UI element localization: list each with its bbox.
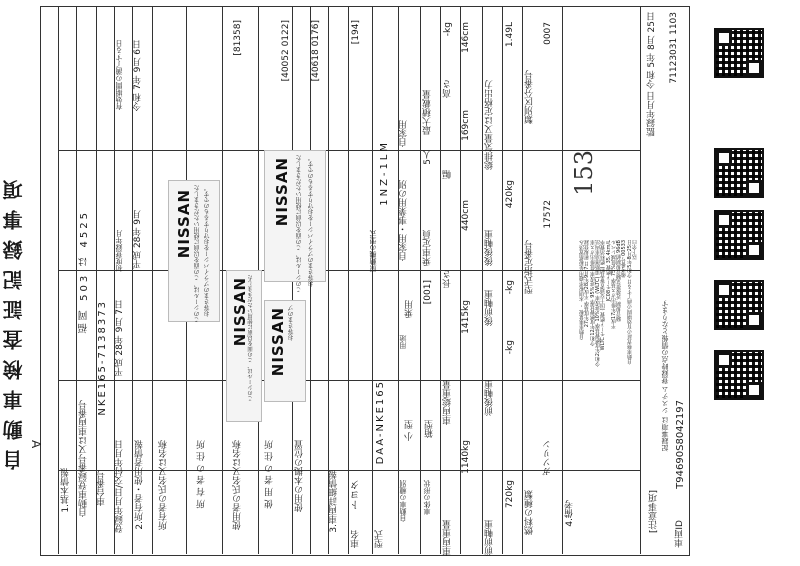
notes-line: WLTCモード燃費 (国土交通省審査値) 燃料消費率 (600, 240, 607, 351)
qr-code-icon (714, 210, 764, 260)
qr-code-icon (714, 350, 764, 400)
caution-label: [注意事項] (649, 490, 659, 534)
caution-text: 記録事項は システム 登録時点の情報となります (661, 300, 669, 452)
width-value: 169cm (461, 110, 471, 141)
sticker-text: お客さまのプライバシーをお守りするものです。 (204, 185, 211, 317)
vehicle-id-value: T94690S8042197 (675, 400, 686, 489)
class-value: 0007 (543, 22, 553, 45)
sticker-text: このシールは、この面を以前に使用いただきました (296, 155, 303, 293)
notes-line: 27年度基準 平成28年9月7日 新規登録 (584, 240, 591, 328)
capacity-value: 5人 (423, 150, 433, 165)
max-load-label: 最大積載量 (423, 90, 433, 135)
owner-addr-label: 所 有 者 の 住 所 (197, 440, 207, 509)
reg-number-value: 福岡 503 は 4525 (79, 210, 90, 334)
nissan-logo: NISSAN (273, 157, 291, 227)
maker-label: 車名 (351, 530, 361, 548)
privacy-sticker (168, 180, 220, 322)
rear-axle-value: -kg (505, 280, 515, 295)
sticker-text: このシールは、この面を以前に使用いただきました (194, 185, 201, 323)
vehicle-id-label: 車両ID (675, 520, 685, 548)
qr-code-icon (714, 28, 764, 78)
purpose-value: 自家用 (399, 120, 409, 147)
kind-label: 自動車の種別 (399, 480, 407, 522)
first-reg-value: 平成 28年 9月 7日 (115, 300, 125, 377)
use-label: 用途 (399, 335, 407, 349)
notes-line: 騒音規制 近接排気騒音規制値 96dB (616, 240, 623, 322)
rear2-value: 420kg (505, 180, 515, 209)
chassis-value: NKE165-7138373 (97, 300, 108, 416)
engine-label: 原動機の型式 (369, 230, 377, 272)
capacity-label: 乗車定員 (423, 230, 433, 266)
weight-value: 1140kg (461, 440, 471, 474)
class-label: 類別区分番号 (525, 70, 535, 124)
notes-line: 自動車重量税 ・ 本則税率適用 免税措置済み (579, 240, 585, 340)
body-label: 車体の形状 (423, 480, 431, 515)
section-owner: 2.所有者・使用者情報 (135, 440, 145, 530)
user-addr-label: 使 用 者 の 住 所 (265, 440, 275, 509)
privacy-sticker (264, 150, 326, 293)
section-basic: 1.基本情報 (61, 468, 71, 513)
model-label: 型式 (375, 530, 385, 548)
nissan-logo: NISSAN (175, 189, 193, 259)
print-date: 監録年月日 令和 5年 8月 25日 (647, 12, 657, 137)
displacement-value: 1.49L (505, 22, 515, 48)
privacy-sticker (264, 300, 306, 402)
first-year-value: 平成 28年 9月 (133, 210, 143, 269)
model-value: DAA-NKE165 (375, 380, 386, 465)
notes-line: 平成17年排出ガス基準 75%低減レベル (610, 240, 617, 330)
engine-value: 1NZ-1LM (379, 140, 390, 206)
notes-line: 自動車検査証の有効期間の満了する日 令和5年8月25日 (626, 240, 633, 365)
notes-line: 令和12年度燃費基準 95%達成車 低排出ガス車 (589, 240, 596, 346)
nissan-logo: NISSAN (269, 307, 287, 377)
sticker-text: お客さまのプ (288, 305, 295, 341)
owner-name-label: 所有者の氏名又は名称 (159, 440, 169, 530)
privacy-sticker (226, 270, 262, 422)
rear2-label: 後後軸重 (485, 230, 495, 266)
notes-line: JC08モード燃費 35.4km/L (605, 240, 612, 302)
first-year-label: 初度登録年月 (115, 230, 123, 272)
width-label: 幅 (443, 170, 453, 179)
section-vehicle: 3.車両詳細情報 (329, 470, 339, 533)
notes-line: 令和2年度燃費基準 10%達成車 (WLTC) 道路運送車両法 (594, 240, 601, 367)
type-approval-label: 型式指定番号 (525, 240, 535, 294)
qr-code-icon (714, 148, 764, 198)
sticker-text: お客さまのプライバシーをお守りするものです。 (308, 155, 315, 287)
notes-line: 以下余白 (632, 240, 638, 260)
section-notes: 4.備考 (565, 500, 575, 527)
use-value: 乗用 (405, 300, 415, 318)
purpose-label: 自家用・事業用の別 (399, 180, 409, 261)
front2-label: 前後軸重 (485, 380, 495, 416)
maker-code: [194] (351, 20, 361, 45)
type-approval-value: 17572 (543, 200, 553, 229)
document-title: 自動車検査証記録事項 (2, 170, 26, 470)
maker-value: トヨタ (351, 480, 362, 510)
sticker-text: このシールは、この面を以前に使用いただきました (248, 275, 254, 402)
rear-axle-label: 後前軸重 (485, 290, 495, 326)
gross-value: 1415kg (461, 300, 471, 334)
front-axle-label: 前前軸重 (485, 520, 495, 556)
front2-value: -kg (505, 340, 515, 355)
reg-number-label: 自動車登録番号又は車両番号 (79, 400, 89, 517)
kind-value: 小 型 (405, 420, 415, 441)
first-reg-label: 登録年月日/交付年月日 (115, 440, 125, 534)
body-code: [001] (423, 280, 433, 305)
owner-code-2: [40618 0176] (311, 20, 321, 82)
document-mark: A (29, 440, 43, 449)
expiry-value: 令和 7年 9月 6日 (133, 40, 143, 111)
height-value: 146cm (461, 22, 471, 53)
qr-code-icon (714, 280, 764, 330)
expiry-label: 有効期間の満了する日 (115, 40, 123, 110)
base-label: 使用の本拠の位置 (295, 440, 305, 512)
length-value: 440cm (461, 200, 471, 231)
front-axle-value: 720kg (505, 480, 515, 509)
fuel-label: 燃料の種類 (525, 490, 535, 535)
owner-code-1: [40052 0122] (281, 20, 291, 82)
notes-line: 備考番号 00533 (621, 240, 628, 278)
height-label: 高さ (443, 80, 453, 98)
weight-label: 車両重量 (443, 520, 453, 556)
fuel-value: ガソリン (543, 440, 553, 476)
nissan-logo: NISSAN (231, 277, 249, 347)
owner-code: [81358] (233, 20, 243, 56)
doc-number: 71123031 1103 (669, 12, 679, 84)
displacement-label: 総排気量又は定格出力 (485, 80, 495, 170)
gross-label: 車両総重量 (443, 380, 453, 425)
body-value: 箱型 (425, 420, 435, 438)
chassis-label: 車台番号 (97, 470, 107, 506)
handwritten-number: 153 (570, 150, 598, 196)
length-label: 長さ (443, 270, 453, 288)
user-name-label: 使用者の氏名又は名称 (233, 440, 243, 530)
max-load-value: -kg (443, 22, 453, 37)
